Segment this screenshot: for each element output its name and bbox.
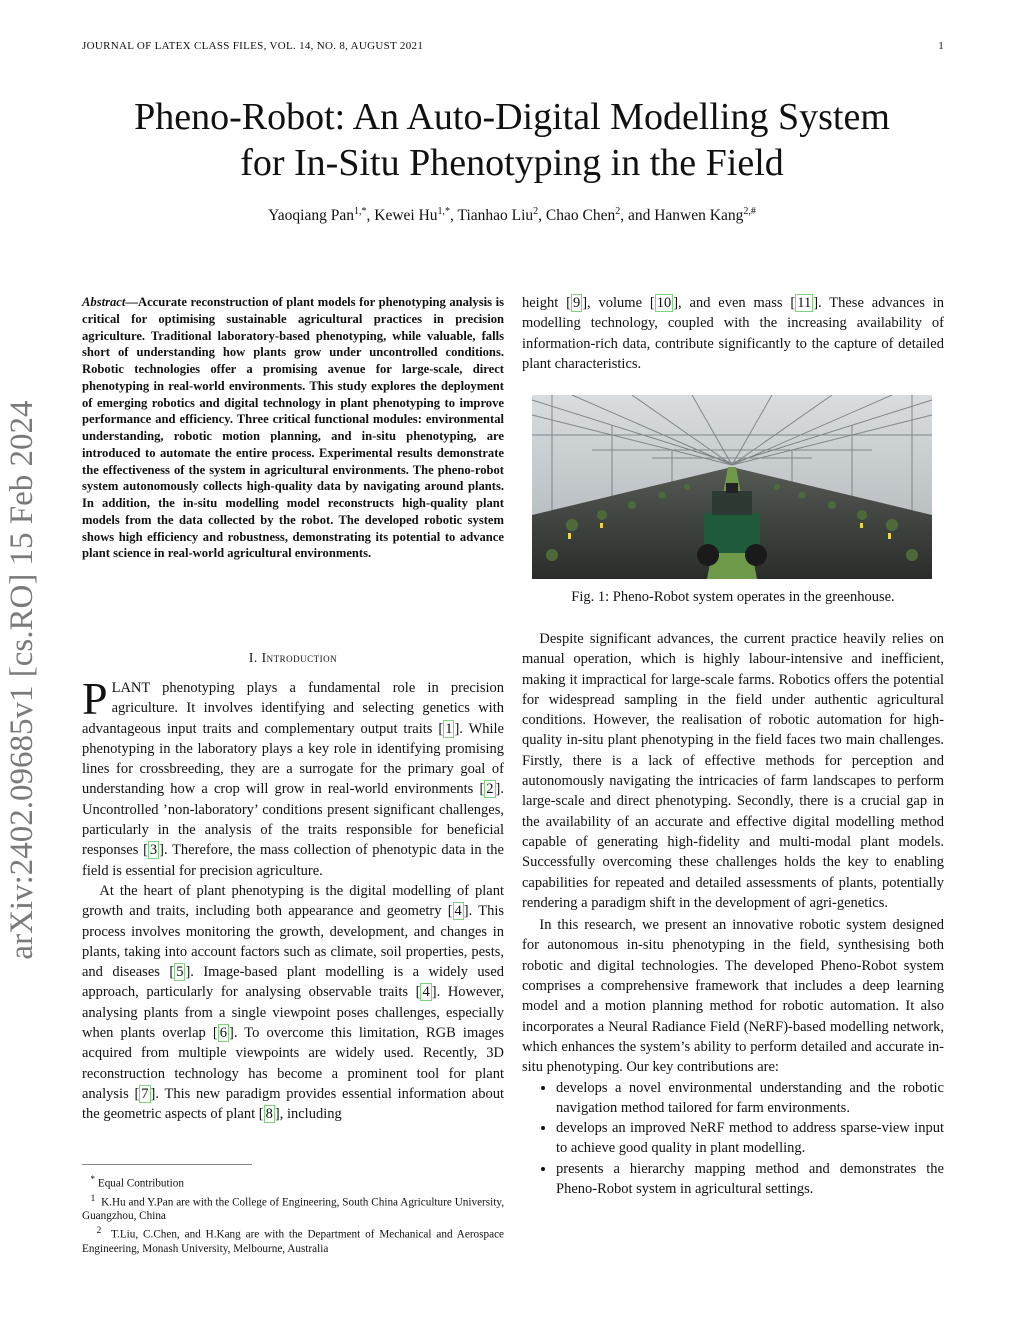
author-affiliation: 2,# xyxy=(743,206,756,217)
greenhouse-illustration xyxy=(532,395,932,579)
author-name: Hanwen Kang xyxy=(654,207,744,225)
footnote-mark: 1 xyxy=(90,1193,96,1204)
citation-link[interactable]: 10 xyxy=(656,295,672,311)
contribution-list xyxy=(522,1078,944,1200)
author-name: Chao Chen xyxy=(545,207,616,225)
citation-link[interactable]: 11 xyxy=(797,295,812,311)
footnote xyxy=(82,1224,504,1256)
author-separator: , xyxy=(366,207,375,225)
author-name: Yaoqiang Pan xyxy=(268,207,354,225)
citation-link[interactable]: 7 xyxy=(141,1085,149,1102)
figure-greenhouse-photo xyxy=(532,395,932,579)
title-line-2: for In-Situ Phenotyping in the Field xyxy=(240,142,784,184)
introduction-body xyxy=(82,673,505,1125)
section-title: Introduction xyxy=(261,650,338,665)
citation-link[interactable]: 3 xyxy=(149,842,158,859)
author-affiliation: 1,* xyxy=(354,206,367,217)
citation-link[interactable]: 4 xyxy=(422,984,430,1001)
citation-link[interactable]: 4 xyxy=(454,903,462,920)
text-run: . Uncontrolled ’non-laboratory’ conditions present significant challenges, particularly in the analysis of the traits responsible for beneficial responses xyxy=(82,781,504,859)
author-separator: , xyxy=(450,207,458,225)
paragraph: In this research, we present an innovative robotic system designed for autonomous in-situ phenotyping in the field, synthesising both robotic and digital technologies. The developed Pheno-Robot system comprises a comprehensive framework that includes a deep learning model and a motion planning method for robotic automation. It also incorporates a Neural Radiance Field (NeRF)-based modelling network, which enhances the system’s ability to perform detailed and accurate in-situ phenotyping. Our key contributions are: xyxy=(522,917,944,1076)
text-run: , and even mass xyxy=(678,295,791,311)
author-name: Tianhao Liu xyxy=(457,207,534,225)
author-list xyxy=(60,206,964,225)
intro-paragraph: PLANT phenotyping plays a fundamental role in precision agriculture. It involves identifying and selecting genetics with advantageous input traits and complementary output traits [ 1 ]. While phenotyping in the laboratory plays a key role in identifying promising lines for crossbreeding, they are a surrogate for the primary goal of understanding how a crop will grow in real-world environments [ 2 ]. Uncontrolled ’non-laboratory’ conditions present significant challenges, particularly in the analysis of the traits responsible for beneficial responses [ 3 ]. Therefore, the mass collection of phenotypic data in the field is essential for precision agriculture. xyxy=(82,673,504,879)
paragraph: height [ 9 ], volume [ 10 ], and even mass [ 11 ]. These advances in modelling technology, coupled with the increasing availability of information-rich data, contribute significantly to the capture of detailed plant characteristics. xyxy=(522,295,944,372)
author-affiliation: 2 xyxy=(615,206,621,217)
author-separator: , xyxy=(538,207,546,225)
text-run: . These advances in modelling technology, coupled with the increasing availability of information-rich data, contribute significantly to the capture of detailed plant characteristics. xyxy=(522,295,944,372)
text-run: , including xyxy=(279,1106,342,1123)
text-run: . However, analysing plants from a single viewpoint poses challenges, especially when plants overlap xyxy=(82,984,504,1042)
citation-link[interactable]: 5 xyxy=(176,964,184,981)
right-column-continuation xyxy=(522,293,944,374)
footnote-text: Equal Contribution xyxy=(97,1177,184,1190)
abstract-label: Abstract xyxy=(82,295,126,309)
citation-link[interactable]: 8 xyxy=(265,1106,273,1123)
text-run: height xyxy=(522,295,567,311)
arxiv-identifier: arXiv:2402.09685v1 [cs.RO] 15 Feb 2024 xyxy=(4,400,40,960)
text-run: . To overcome this limitation, RGB images acquired from multiple viewpoints are widely used. Recently, 3D reconstruction technology has become a prominent tool for plant analysis xyxy=(82,1025,505,1102)
paragraph: Despite significant advances, the current practice heavily relies on manual operation, which is highly labour-intensive and inefficient, making it impractical for large-scale farms. Robotics offers the potential for widespread sampling in the field under authentic agricultural conditions. However, the realisation of robotic automation for high-quality in-situ plant phenotyping in the field faces two main challenges. Firstly, there is a lack of effective methods for perception and autonomously navigating the intricacies of farm landscapes to perform large-scale and direct phenotyping. Secondly, there is a crucial gap in the availability of an accurate and effective digital modelling method capable of generating high-fidelity and multi-modal plant models. Successfully overcoming these challenges holds the key to enabling capabilities for repeated and detailed assessments of plants, potentially rendering a paradigm shift in the development of agri-genetics. xyxy=(522,631,944,911)
section-heading xyxy=(82,650,504,666)
contribution-item: • develops a novel environmental understanding and the robotic navigation method tailored for farm environments. xyxy=(556,1078,944,1119)
footnote-rule xyxy=(82,1164,252,1165)
text-run: , volume xyxy=(587,295,650,311)
text-run: LANT phenotyping plays a fundamental role in precision agriculture. It involves identifying and selecting genetics with advantageous input traits and complementary output traits xyxy=(82,680,504,737)
author-affiliation: 2 xyxy=(533,206,539,217)
text-run: . While phenotyping in the laboratory plays a key role in identifying promising lines for crossbreeding, they are a surrogate for the primary goal of understanding how a crop will grow in real-world environments xyxy=(82,720,504,798)
footnote-text: K.Hu and Y.Pan are with the College of Engineering, South China Agriculture University, Guangzhou, China xyxy=(82,1196,505,1223)
citation-link[interactable]: 9 xyxy=(572,295,581,311)
intro-paragraph: At the heart of plant phenotyping is the digital modelling of plant growth and traits, including both appearance and geometry [ 4 ]. This process involves monitoring the growth, development, and changes in plants, taking into account factors such as climate, soil properties, pests, and diseases [ 5 ]. Image-based plant modelling is a widely used approach, particularly for analysing observable traits [ 4 ]. However, analysing plants from a single viewpoint poses challenges, especially when plants overlap [ 6 ]. To overcome this limitation, RGB images acquired from multiple viewpoints are widely used. Recently, 3D reconstruction technology has become a prominent tool for plant analysis [ 7 ]. This new paradigm provides essential information about the geometric aspects of plant [ 8 ], including xyxy=(82,882,505,1123)
text-run: At the heart of plant phenotyping is the digital modelling of plant growth and traits, including both appearance and geometry xyxy=(82,882,504,920)
page-number: 1 xyxy=(938,40,944,52)
citation-link[interactable]: 1 xyxy=(445,720,453,737)
text-run: . This process involves monitoring the growth, development, and changes in plants, taking into account factors such as climate, soil properties, pests, and diseases xyxy=(82,903,504,981)
contribution-item: • develops an improved NeRF method to address sparse-view input to achieve good quality in plant modelling. xyxy=(556,1118,944,1159)
text-run: . This new paradigm provides essential information about the geometric aspects of plant xyxy=(82,1085,504,1123)
text-run: . Therefore, the mass collection of phenotypic data in the field is essential for precision agriculture. xyxy=(82,842,504,879)
running-header: JOURNAL OF LATEX CLASS FILES, VOL. 14, NO. 8, AUGUST 2021 xyxy=(82,40,424,52)
footnotes xyxy=(82,1173,504,1257)
footnote xyxy=(82,1173,504,1191)
contribution-item: • presents a hierarchy mapping method and demonstrates the Pheno-Robot system in agricultural settings. xyxy=(556,1159,944,1200)
citation-link[interactable]: 2 xyxy=(486,781,494,798)
paper-title xyxy=(60,94,964,186)
section-number: I. xyxy=(248,650,258,665)
drop-cap: P xyxy=(82,673,108,724)
title-line-1: Pheno-Robot: An Auto-Digital Modelling System xyxy=(134,96,890,138)
author-name: Kewei Hu xyxy=(374,207,438,225)
right-column-body xyxy=(522,629,944,1199)
text-run: . Image-based plant modelling is a widely used approach, particularly for analysing observable traits xyxy=(82,964,505,1001)
figure-caption: Fig. 1: Pheno-Robot system operates in the greenhouse. xyxy=(571,589,895,605)
citation-link[interactable]: 6 xyxy=(219,1025,227,1042)
footnote-text: T.Liu, C.Chen, and H.Kang are with the Department of Mechanical and Aerospace Engineering, Monash University, Melbourne, Australia xyxy=(82,1229,504,1256)
footnote-mark: * xyxy=(90,1175,96,1185)
author-separator: , and xyxy=(620,207,655,225)
footnote-mark: 2 xyxy=(96,1226,102,1237)
author-affiliation: 1,* xyxy=(437,206,451,217)
abstract-dash: — xyxy=(125,295,138,309)
abstract-text: Accurate reconstruction of plant models for phenotyping analysis is critical for optimising sustainable agricultural practices in precision agriculture. Traditional laboratory-based phenotyping, while valuable, falls short of understanding how plants grow under uncontrolled conditions. Robotic technologies offer a promising avenue for large-scale, direct phenotyping in real-world environments. This study explores the deployment of emerging robotics and digital technology in plant phenotyping to improve performance and efficiency. Three critical functional modules: environmental understanding, robotic motion planning, and in-situ phenotyping, are introduced to automate the entire process. Experimental results demonstrate the effectiveness of the system in agricultural environments. The pheno-robot system autonomously collects high-quality data by navigating around plants. In addition, the in-situ modelling model reconstructs high-quality plant models from the data collected by the robot. The developed robotic system shows high efficiency and robustness, demonstrating its potential to advance plant science in real-world agricultural environments. xyxy=(82,295,504,561)
footnote xyxy=(82,1192,504,1224)
abstract xyxy=(82,294,504,562)
